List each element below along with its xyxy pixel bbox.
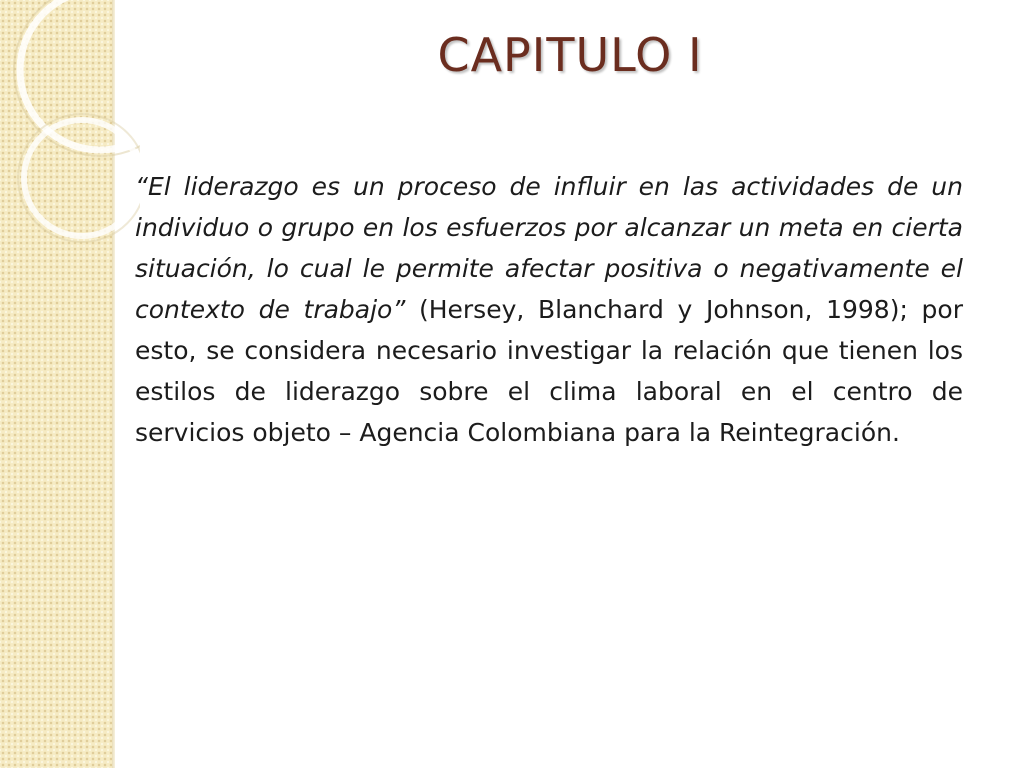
decorative-ring-small xyxy=(24,120,140,236)
decorative-rings-graphic xyxy=(0,0,140,260)
slide-body-paragraph xyxy=(135,166,963,453)
citation-and-body: (Hersey, Blanchard y Johnson, 1998); por esto, se considera necesario investigar la relación que tienen los estilos de liderazgo sobre el clima laboral en el centro de servicios objeto – Agencia Colombiana para la Reintegración. xyxy=(135,295,963,447)
slide-title: CAPITULO I xyxy=(437,28,703,82)
leadership-quote: “El liderazgo es un proceso de influir en las actividades de un individuo o grupo en los esfuerzos por alcanzar un meta en cierta situación, lo cual le permite afectar positiva o negativamente el contexto de trabajo” xyxy=(135,172,963,324)
